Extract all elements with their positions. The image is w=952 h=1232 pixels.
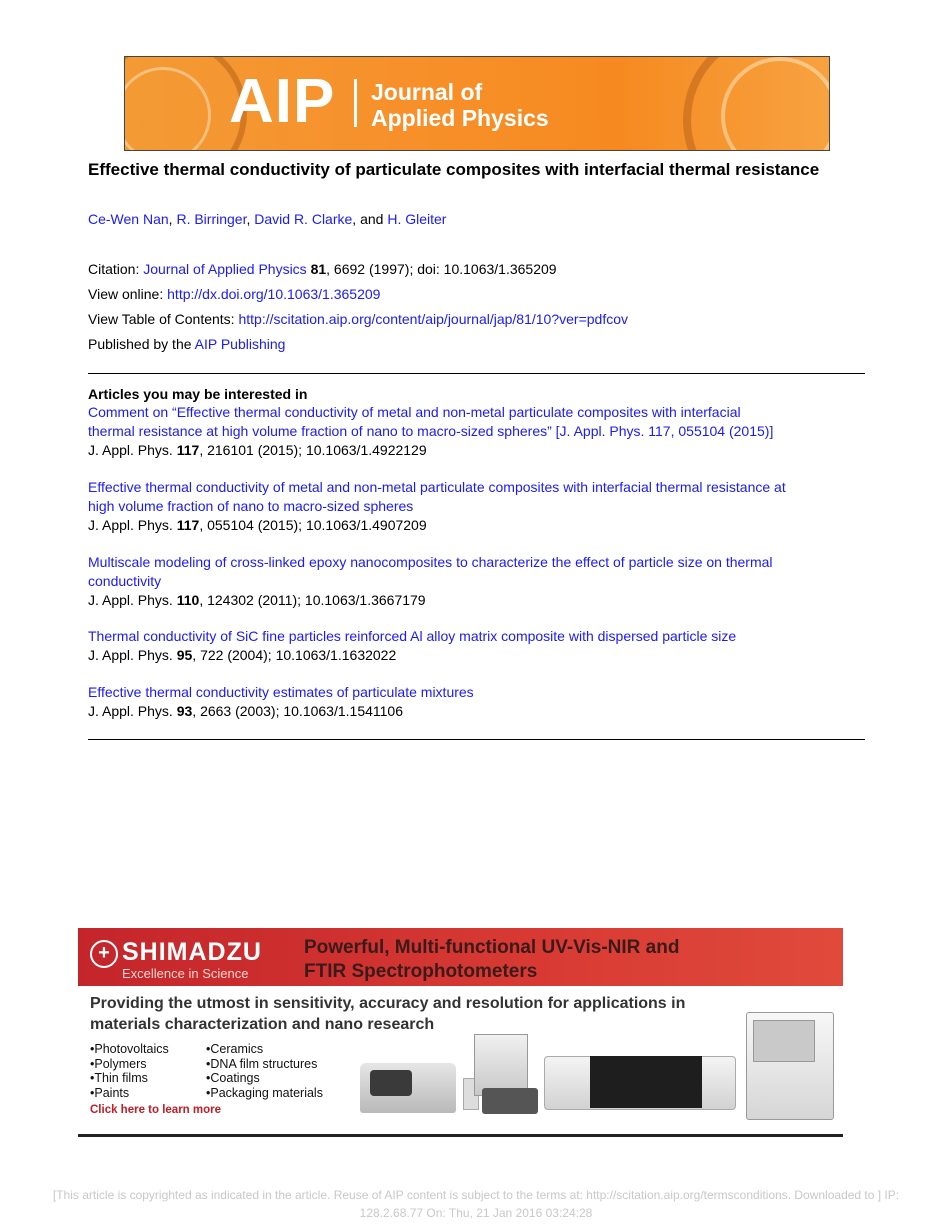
citation-journal: J. Appl. Phys. [88, 442, 177, 458]
related-title-line: Multiscale modeling of cross-linked epoxy nanocomposites to characterize the effect of particle size on thermal [88, 554, 773, 570]
author-list [88, 210, 446, 228]
related-citation [88, 592, 426, 608]
citation-line [88, 260, 557, 278]
toc-line [88, 310, 628, 328]
author-link[interactable]: H. Gleiter [387, 211, 447, 227]
article-title: Effective thermal conductivity of particulate composites with interfacial thermal resistance [88, 160, 820, 179]
citation-volume: 110 [176, 592, 200, 608]
microscope-base [482, 1088, 538, 1114]
banner-divider [354, 79, 357, 127]
related-article-link[interactable] [88, 684, 474, 700]
author-separator: , [246, 211, 255, 227]
ad-brand: SHIMADZU [122, 938, 262, 966]
related-article [88, 683, 868, 721]
citation-details: , 722 (2004); 10.1063/1.1632022 [192, 647, 397, 663]
spectrometer-panel [370, 1070, 412, 1096]
ad-tagline: Excellence in Science [122, 966, 249, 981]
divider [88, 739, 865, 740]
ad-headline-line: Powerful, Multi-functional UV-Vis-NIR and [304, 937, 680, 958]
ad-sub-line: materials characterization and nano research [90, 1016, 435, 1033]
citation-journal: J. Appl. Phys. [88, 647, 177, 663]
banner-journal-title [371, 79, 549, 131]
ad-list-item: • Thin films [90, 1071, 169, 1086]
ad-headline-line: FTIR Spectrophotometers [304, 961, 538, 982]
shimadzu-logo-icon: + [90, 940, 118, 968]
citation-details: , 124302 (2011); 10.1063/1.3667179 [199, 592, 426, 608]
related-citation [88, 517, 427, 533]
author-link[interactable]: Ce-Wen Nan [88, 211, 169, 227]
related-title-line: Thermal conductivity of SiC fine particles reinforced Al alloy matrix composite with dispersed particle size [88, 628, 737, 644]
journal-link[interactable]: Journal of Applied Physics [143, 261, 307, 277]
shimadzu-advertisement[interactable] [78, 928, 843, 1137]
ad-application-list [206, 1042, 323, 1100]
ad-header [78, 928, 843, 986]
related-title-line: Effective thermal conductivity of metal and non-metal particulate composites with interfacial thermal resistance at [88, 479, 786, 495]
author-separator: , [168, 211, 177, 227]
banner-journal-line2: Applied Physics [371, 105, 549, 131]
citation-volume: 95 [176, 647, 193, 663]
citation-journal: J. Appl. Phys. [88, 517, 177, 533]
related-article-link[interactable] [88, 479, 786, 514]
ad-headline [304, 936, 679, 984]
toc-link[interactable]: http://scitation.aip.org/content/aip/journal/jap/81/10?ver=pdfcov [238, 311, 629, 327]
ad-list-item: • Packaging materials [206, 1086, 323, 1101]
related-article-link[interactable] [88, 554, 773, 589]
ad-sub-line: Providing the utmost in sensitivity, accuracy and resolution for applications in [90, 995, 686, 1012]
publisher-line [88, 335, 285, 353]
citation-volume: 117 [176, 442, 200, 458]
author-link[interactable]: R. Birringer [176, 211, 247, 227]
citation-label: Citation: [88, 261, 144, 277]
view-online-line [88, 285, 380, 303]
ad-list-item: • DNA film structures [206, 1057, 323, 1072]
ad-list-item: • Coatings [206, 1071, 323, 1086]
aip-logo: AIP [229, 67, 336, 136]
banner-journal-line1: Journal of [371, 79, 483, 105]
citation-volume: 117 [176, 517, 200, 533]
related-article [88, 553, 868, 610]
ftir-window [753, 1020, 815, 1062]
journal-banner[interactable] [124, 56, 830, 151]
copyright-footer [20, 1186, 932, 1222]
view-online-label: View online: [88, 286, 168, 302]
ad-list-item: • Paints [90, 1086, 169, 1101]
footer-line: [This article is copyrighted as indicated in the article. Reuse of AIP content is subject to the terms at: http://scitation.aip.org/termsconditions. Downloaded to ] IP: [52, 1188, 900, 1202]
ad-application-list [90, 1042, 169, 1100]
footer-line: 128.2.68.77 On: Thu, 21 Jan 2016 03:24:28 [359, 1206, 593, 1220]
author-separator: , and [352, 211, 388, 227]
ad-list-item: • Polymers [90, 1057, 169, 1072]
related-article-link[interactable] [88, 404, 773, 439]
citation-volume: 93 [176, 703, 193, 719]
related-citation [88, 442, 427, 458]
citation-details: , 216101 (2015); 10.1063/1.4922129 [199, 442, 427, 458]
citation-journal: J. Appl. Phys. [88, 703, 177, 719]
related-citation [88, 647, 396, 663]
related-article [88, 627, 868, 665]
microscope-image [474, 1034, 528, 1096]
ad-subheadline [90, 993, 685, 1035]
citation-details: , 055104 (2015); 10.1063/1.4907209 [199, 517, 427, 533]
related-citation [88, 703, 403, 719]
related-title-line: Comment on “Effective thermal conductivity of metal and non-metal particulate composites with interfacial [88, 404, 741, 420]
publisher-link[interactable]: AIP Publishing [194, 336, 286, 352]
citation-volume: 81 [310, 261, 327, 277]
toc-label: View Table of Contents: [88, 311, 239, 327]
doi-link[interactable]: http://dx.doi.org/10.1063/1.365209 [167, 286, 381, 302]
citation-details: , 2663 (2003); 10.1063/1.1541106 [192, 703, 403, 719]
divider [88, 373, 865, 374]
ad-list-item: • Ceramics [206, 1042, 323, 1057]
related-title-line: high volume fraction of nano to macro-sized spheres [88, 498, 414, 514]
uv-vis-nir-panel [590, 1056, 702, 1108]
ad-list-item: • Photovoltaics [90, 1042, 169, 1057]
related-title-line: thermal resistance at high volume fraction of nano to macro-sized spheres” [J. Appl. Phys. 117, 055104 (2015)] [88, 423, 774, 439]
related-title-line: conductivity [88, 573, 162, 589]
citation-journal: J. Appl. Phys. [88, 592, 177, 608]
publisher-label: Published by the [88, 336, 195, 352]
related-article [88, 478, 868, 535]
related-articles-heading: Articles you may be interested in [88, 386, 308, 402]
author-link[interactable]: David R. Clarke [254, 211, 353, 227]
learn-more-link[interactable]: Click here to learn more [90, 1104, 222, 1116]
related-article-link[interactable] [88, 628, 736, 644]
related-article [88, 403, 868, 460]
related-title-line: Effective thermal conductivity estimates of particulate mixtures [88, 684, 474, 700]
citation-details: , 6692 (1997); doi: 10.1063/1.365209 [326, 261, 557, 277]
